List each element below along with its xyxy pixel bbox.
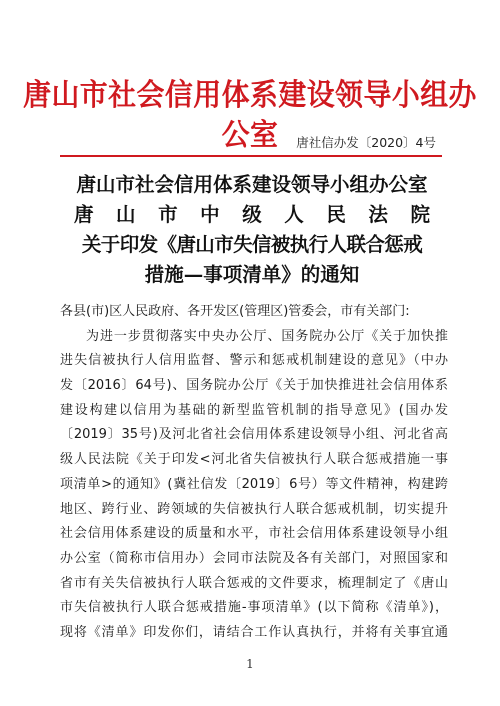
body-line: 省市有关失信被执行人联合惩戒的文件要求，梳理制定了《唐山 (60, 575, 448, 591)
document-body (60, 300, 448, 646)
body-line: 项清单>的通知》(冀社信发〔2019〕6号）等文件精神，构建跨 (60, 476, 448, 492)
body-line: 建设构建以信用为基础的新型监管机制的指导意见》(国办发 (60, 402, 448, 418)
body-line: 〔2019〕35号)及河北省社会信用体系建设领导小组、河北省高 (60, 427, 448, 443)
title-line-subject-1: 关于印发《唐山市失信被执行人联合惩戒 (81, 233, 423, 256)
red-divider-line (60, 155, 442, 157)
body-line: 为进一步贯彻落实中央办公厅、国务院办公厅《关于加快推 (86, 328, 448, 344)
title-line-subject-2: 措施—事项清单》的通知 (144, 263, 360, 286)
body-line: 办公室（简称市信用办）会同市法院及各有关部门，对照国家和 (60, 550, 448, 566)
body-line: 进失信被执行人信用监督、警示和惩戒机制建设的意见》（中办 (60, 353, 448, 369)
body-line: 社会信用体系建设的质量和水平，市社会信用体系建设领导小组 (60, 526, 448, 542)
body-line: 发〔2016〕64号)、国务院办公厅《关于加快推进社会信用体系 (60, 378, 448, 394)
red-header-issuer: 唐山市社会信用体系建设领导小组办公室 (23, 78, 477, 153)
body-line: 市失信被执行人联合惩戒措施-事项清单》(以下简称《清单》)， (60, 600, 448, 616)
document-number: 唐社信办发〔2020〕4号 (296, 135, 436, 150)
title-line-court: 唐山市中级人民法院 (74, 203, 430, 226)
body-line: 级人民法院《关于印发<河北省失信被执行人联合惩戒措施一事 (60, 452, 448, 468)
body-line: 现将《清单》印发你们，请结合工作认真执行，并将有关事宜通 (60, 624, 448, 640)
document-title (60, 170, 444, 290)
page-number: 1 (246, 657, 254, 671)
title-line-issuer: 唐山市社会信用体系建设领导小组办公室 (76, 173, 428, 196)
salutation: 各县(市)区人民政府、各开发区(管理区)管委会，市有关部门: (60, 304, 410, 319)
body-line: 地区、跨行业、跨领域的失信被执行人联合惩戒机制，切实提升 (60, 501, 448, 517)
